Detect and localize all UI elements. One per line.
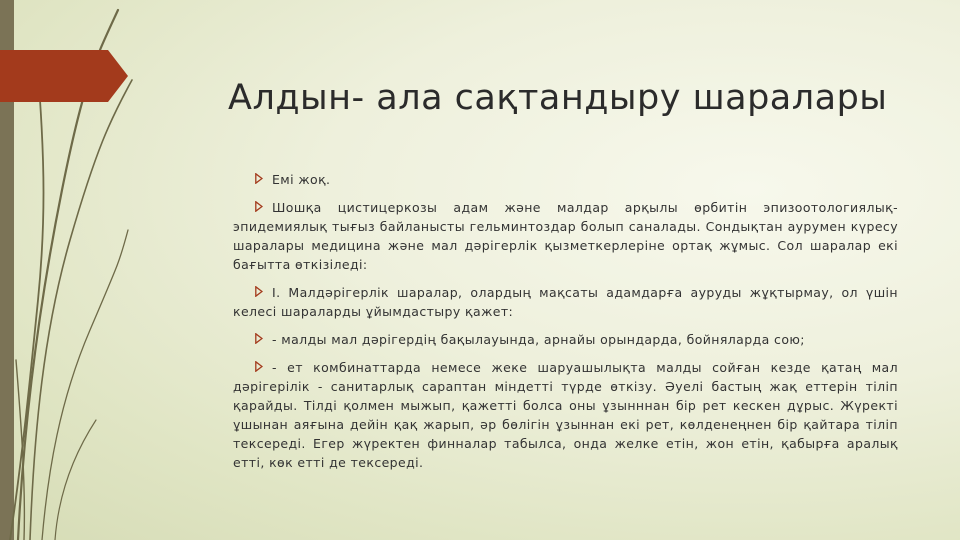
arrow-bullet-icon <box>255 201 265 213</box>
bullet-paragraph-1 <box>233 170 898 189</box>
bullet-paragraph-3 <box>233 283 898 321</box>
arrow-bullet-icon <box>255 333 265 345</box>
bullet-paragraph-4 <box>233 330 898 349</box>
paragraph-text: І. Малдәрігерлік шаралар, олардың мақсаты адамдарға ауруды жұқтырмау, ол үшін келесі шараларды ұйымдастыру қажет: <box>233 285 898 319</box>
title-accent-arrow-icon <box>0 50 130 102</box>
paragraph-text: Шошқа цистицеркозы адам және малдар арқылы өрбитін эпизоотологиялық-эпидемиялық тығыз байланысты гельминтоздар болып саналады. Сондықтан аурумен күресу шаралары медицина және мал дәрігерлік қызметкерлеріне ортақ жұмыс. Сол шаралар екі бағытта өткізіледі: <box>233 200 898 272</box>
arrow-bullet-icon <box>255 173 265 185</box>
slide-title: Алдын- ала сақтандыру шаралары <box>228 78 888 119</box>
arrow-bullet-icon <box>255 286 265 298</box>
slide-content <box>233 170 898 481</box>
bullet-paragraph-2 <box>233 198 898 274</box>
bullet-paragraph-5 <box>233 358 898 472</box>
paragraph-text: - ет комбинаттарда немесе жеке шаруашылықта малды сойған кезде қатаң мал дәрігерілік - санитарлық сараптан міндетті түрде өткізу. Әуелі бастың жақ еттерін тіліп қарайды. Тілді қолмен мыжып, қажетті болса оны ұзынннан бір рет кескен дұрыс. Жүректі ұшынан аяғына дейін қақ жарып, әр бөлігін ұзыннан екі рет, көлденеңнен бір қайтара тіліп тексереді. Егер жүректен финналар табылса, онда желке етін, жон етін, қабырға аралық етті, көк етті де тексереді. <box>233 360 898 470</box>
paragraph-text: - малды мал дәрігердің бақылауында, арнайы орындарда, бойняларда сою; <box>272 332 805 347</box>
arrow-bullet-icon <box>255 361 265 373</box>
paragraph-text: Емі жоқ. <box>272 172 331 187</box>
